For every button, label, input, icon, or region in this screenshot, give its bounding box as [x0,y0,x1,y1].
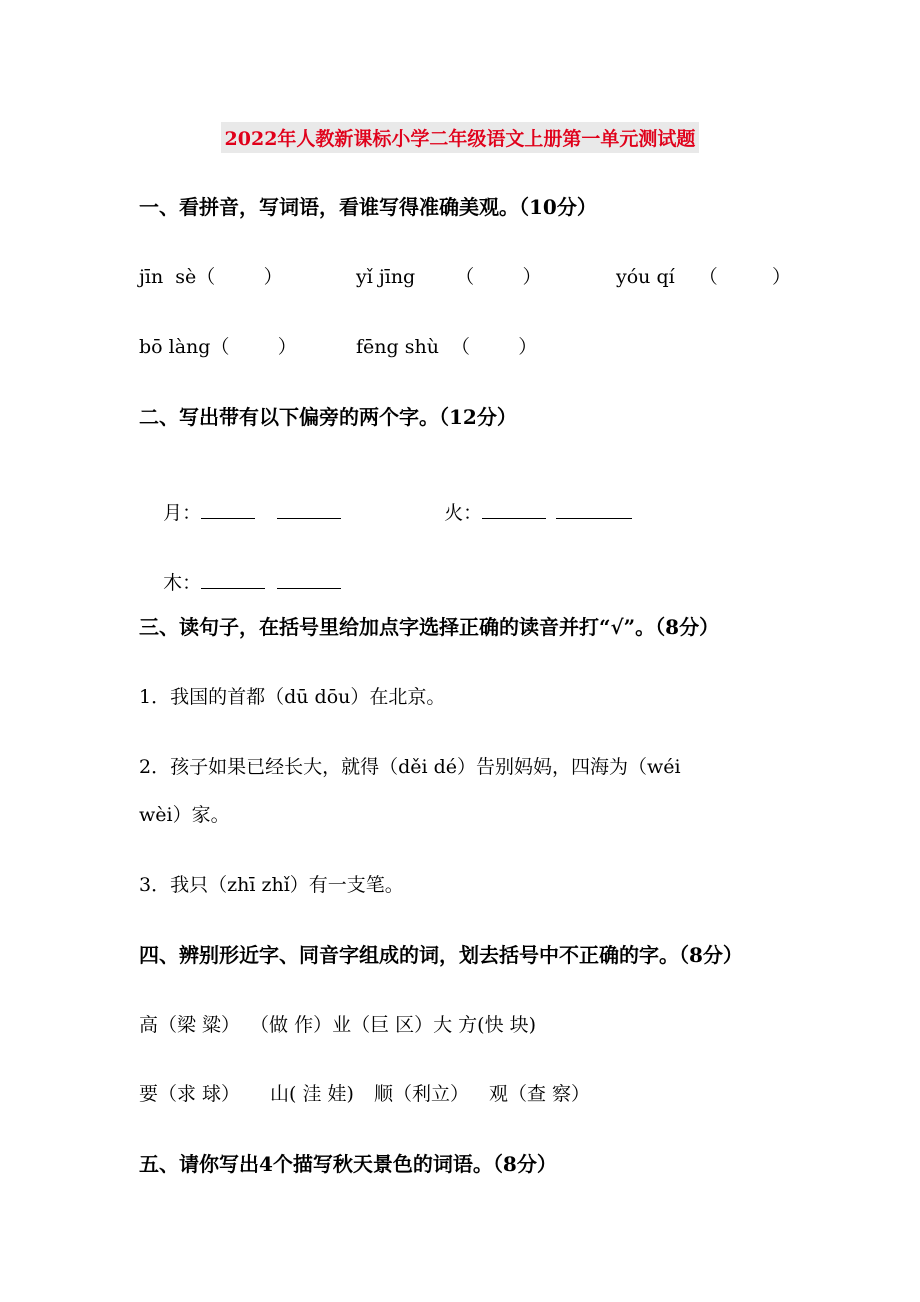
pinyin-text: fēng shù [356,336,439,358]
pinyin-text: yǐ jīng [356,266,416,288]
section5-heading: 五、请你写出4个描写秋天景色的词语。（8分） [139,1152,557,1176]
radical-label: 月： [163,502,202,524]
answer-blank[interactable] [277,500,341,519]
word-item: 顺（利立） [373,1083,469,1105]
radical-label: 火： [444,502,483,524]
radical-row-huo [420,474,632,552]
answer-bracket[interactable]: （ ） [196,266,283,288]
question-2-line1: 2．孩子如果已经长大，就得（děi dé）告别妈妈，四海为（wéi [139,756,681,778]
radical-row-yue [139,474,341,552]
answer-blank[interactable] [201,570,265,589]
page-title-text: 2022年人教新课标小学二年级语文上册第一单元测试题 [221,122,700,153]
word-row-1 [139,1012,536,1038]
radical-row-mu [139,544,341,622]
word-item: 观（查 察） [488,1083,591,1105]
word-item: （做 作）业（巨 区）大 方(快 块) [250,1014,537,1036]
pinyin-item-2 [356,264,542,290]
answer-bracket[interactable]: （ ） [698,266,792,288]
pinyin-item-3 [616,264,791,290]
section2-heading: 二、写出带有以下偏旁的两个字。（12分） [139,405,517,429]
word-row-2 [139,1081,590,1107]
answer-bracket[interactable]: （ ） [450,336,538,358]
pinyin-text: jīn sè [139,266,197,288]
answer-blank[interactable] [201,500,255,519]
answer-blank[interactable] [277,570,341,589]
question-2-line2: wèi）家。 [139,804,230,826]
pinyin-text: bō làng [139,336,211,358]
answer-bracket[interactable]: （ ） [455,266,542,288]
section4-heading: 四、辨别形近字、同音字组成的词，划去括号中不正确的字。（8分） [139,943,743,967]
pinyin-item-1 [139,264,283,290]
answer-blank[interactable] [556,500,632,519]
word-item: 要（求 球） [139,1083,241,1105]
answer-blank[interactable] [482,500,546,519]
pinyin-text: yóu qí [616,266,675,288]
word-item: 山( 洼 娃) [270,1083,354,1105]
section1-heading: 一、看拼音，写词语，看谁写得准确美观。（10分） [139,195,597,219]
answer-bracket[interactable]: （ ） [210,336,297,358]
word-item: 高（梁 粱） [139,1014,241,1036]
radical-label: 木： [163,572,202,594]
question-3: 3．我只（zhī zhǐ）有一支笔。 [139,874,404,896]
pinyin-item-4 [139,334,297,360]
question-1: 1．我国的首都（dū dōu）在北京。 [139,686,446,708]
page-title [0,122,920,153]
pinyin-item-5 [356,334,537,360]
section3-heading: 三、读句子，在括号里给加点字选择正确的读音并打“√”。（8分） [139,615,720,639]
